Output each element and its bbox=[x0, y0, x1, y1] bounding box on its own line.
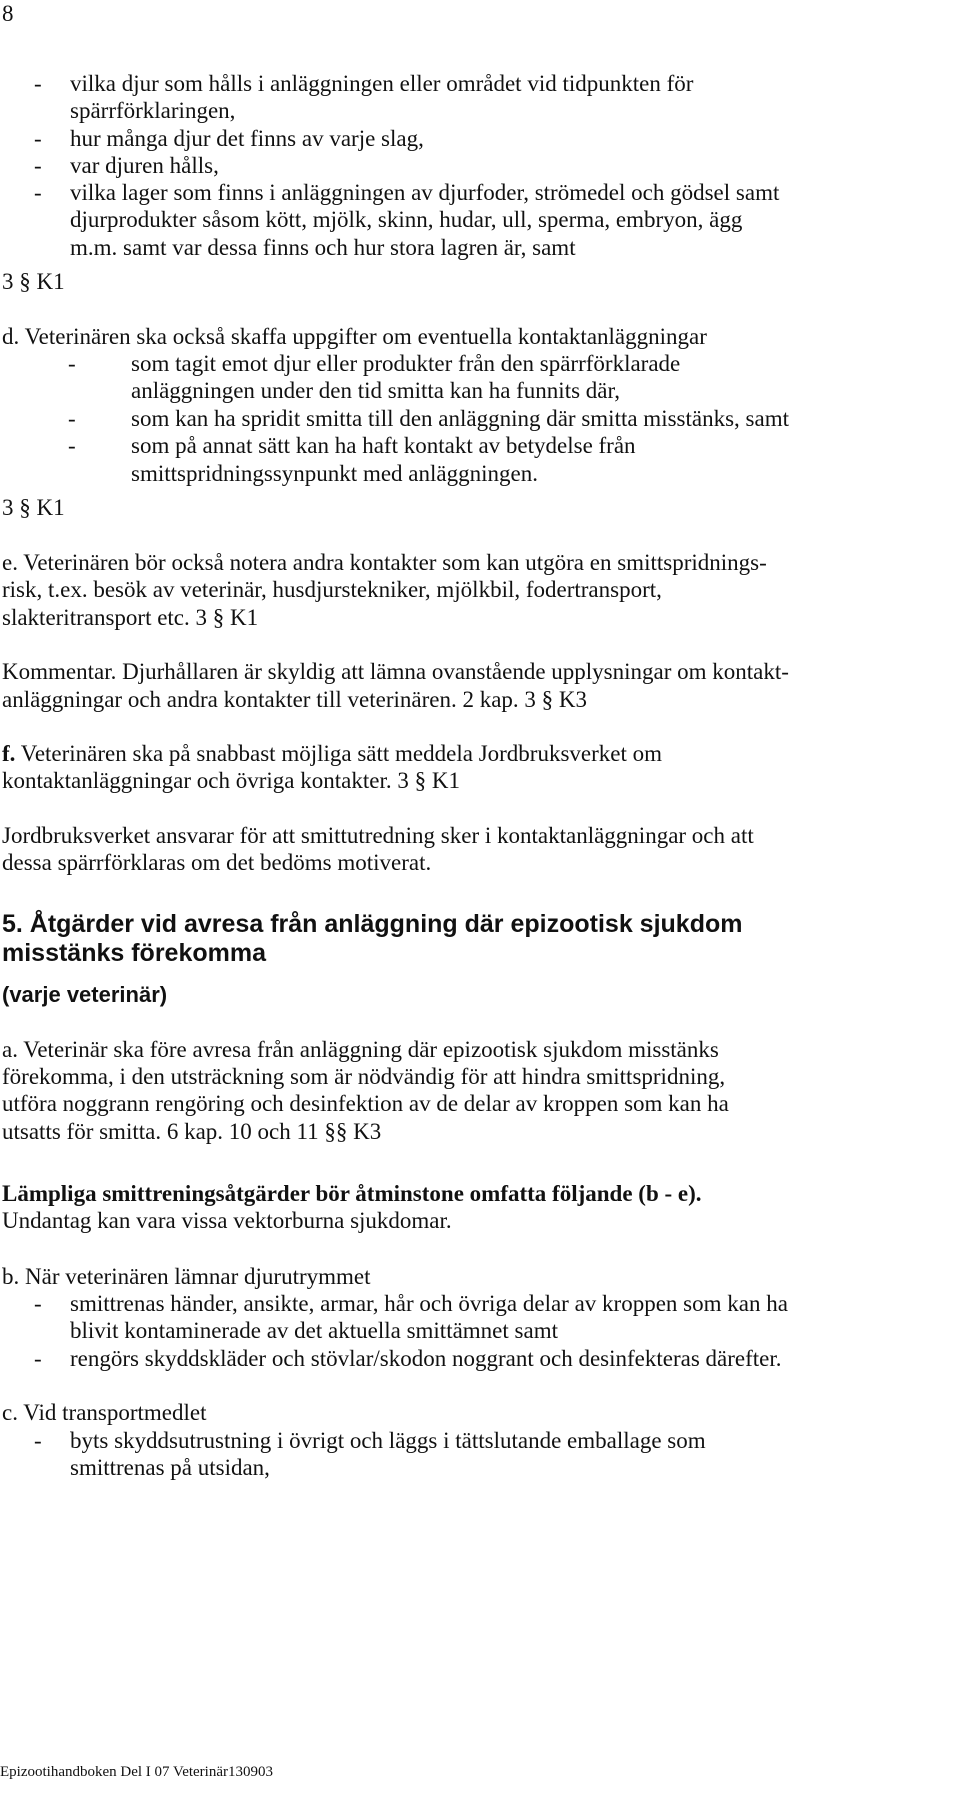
list-item: smittrenas händer, ansikte, armar, hår och övriga delar av kroppen som kan ha bbox=[70, 1291, 788, 1316]
list-dash: - bbox=[68, 433, 76, 458]
list-item: m.m. samt var dessa finns och hur stora lagren är, samt bbox=[70, 235, 576, 260]
page-number: 8 bbox=[2, 1, 14, 26]
list-item: som kan ha spridit smitta till den anläggning där smitta misstänks, samt bbox=[131, 406, 789, 431]
paragraph-bold-line: Lämpliga smittreningsåtgärder bör åtminstone omfatta följande (b - e). bbox=[2, 1181, 702, 1206]
list-item: var djuren hålls, bbox=[70, 153, 219, 178]
paragraph-line: e. Veterinären bör också notera andra kontakter som kan utgöra en smittspridnings- bbox=[2, 550, 767, 575]
list-dash: - bbox=[34, 1346, 42, 1371]
paragraph-line: a. Veterinär ska före avresa från anläggning där epizootisk sjukdom misstänks bbox=[2, 1037, 719, 1062]
paragraph-line: Kommentar. Djurhållaren är skyldig att lämna ovanstående upplysningar om kontakt- bbox=[2, 659, 789, 684]
list-item: byts skyddsutrustning i övrigt och läggs i tättslutande emballage som bbox=[70, 1428, 706, 1453]
list-item: blivit kontaminerade av det aktuella smittämnet samt bbox=[70, 1318, 558, 1343]
paragraph-line bbox=[2, 740, 662, 768]
list-item: hur många djur det finns av varje slag, bbox=[70, 126, 424, 151]
list-dash: - bbox=[34, 71, 42, 96]
list-item: smittrenas på utsidan, bbox=[70, 1455, 270, 1480]
list-dash: - bbox=[34, 126, 42, 151]
paragraph-line: Undantag kan vara vissa vektorburna sjukdomar. bbox=[2, 1208, 452, 1233]
page-footer: Epizootihandboken Del I 07 Veterinär130903 bbox=[0, 1764, 273, 1780]
paragraph-line: utsatts för smitta. 6 kap. 10 och 11 §§ K3 bbox=[2, 1119, 382, 1144]
list-item: djurprodukter såsom kött, mjölk, skinn, hudar, ull, sperma, embryon, ägg bbox=[70, 207, 743, 232]
paragraph-line: förekomma, i den utsträckning som är nödvändig för att hindra smittspridning, bbox=[2, 1064, 726, 1089]
paragraph-line: dessa spärrförklaras om det bedöms motiverat. bbox=[2, 850, 432, 875]
paragraph-line: anläggningar och andra kontakter till veterinären. 2 kap. 3 § K3 bbox=[2, 687, 588, 712]
list-dash: - bbox=[34, 1291, 42, 1316]
list-item: anläggningen under den tid smitta kan ha funnits där, bbox=[131, 378, 620, 403]
list-dash: - bbox=[34, 153, 42, 178]
list-item: rengörs skyddskläder och stövlar/skodon noggrant och desinfekteras därefter. bbox=[70, 1346, 782, 1371]
list-item: vilka djur som hålls i anläggningen eller området vid tidpunkten för bbox=[70, 71, 694, 96]
list-dash: - bbox=[68, 406, 76, 431]
list-dash: - bbox=[34, 180, 42, 205]
legal-reference: 3 § K1 bbox=[2, 495, 65, 520]
paragraph-line: slakteritransport etc. 3 § K1 bbox=[2, 605, 259, 630]
paragraph-line: utföra noggrann rengöring och desinfektion av de delar av kroppen som kan ha bbox=[2, 1091, 729, 1116]
list-item: som på annat sätt kan ha haft kontakt av betydelse från bbox=[131, 433, 636, 458]
list-dash: - bbox=[34, 1428, 42, 1453]
section-subtitle: (varje veterinär) bbox=[2, 982, 168, 1007]
paragraph-line: kontaktanläggningar och övriga kontakter. 3 § K1 bbox=[2, 768, 460, 793]
paragraph-text: c. Vid transportmedlet bbox=[2, 1400, 207, 1425]
paragraph-text: b. När veterinären lämnar djurutrymmet bbox=[2, 1264, 371, 1289]
legal-reference: 3 § K1 bbox=[2, 269, 65, 294]
paragraph-letter: f. bbox=[2, 741, 16, 766]
list-item: spärrförklaringen, bbox=[70, 98, 236, 123]
list-item: som tagit emot djur eller produkter från den spärrförklarade bbox=[131, 351, 681, 376]
paragraph-line: Jordbruksverket ansvarar för att smittutredning sker i kontaktanläggningar och att bbox=[2, 823, 754, 848]
list-dash: - bbox=[68, 351, 76, 376]
section-title: 5. Åtgärder vid avresa från anläggning där epizootisk sjukdom bbox=[2, 910, 743, 938]
list-item: vilka lager som finns i anläggningen av djurfoder, strömedel och gödsel samt bbox=[70, 180, 780, 205]
paragraph-line: risk, t.ex. besök av veterinär, husdjurstekniker, mjölkbil, fodertransport, bbox=[2, 577, 662, 602]
section-title: misstänks förekomma bbox=[2, 939, 267, 967]
list-item: smittspridningssynpunkt med anläggningen. bbox=[131, 461, 538, 486]
paragraph-text: Veterinären ska på snabbast möjliga sätt meddela Jordbruksverket om bbox=[15, 741, 663, 766]
paragraph-text: d. Veterinären ska också skaffa uppgifter om eventuella kontaktanläggningar bbox=[2, 324, 707, 349]
